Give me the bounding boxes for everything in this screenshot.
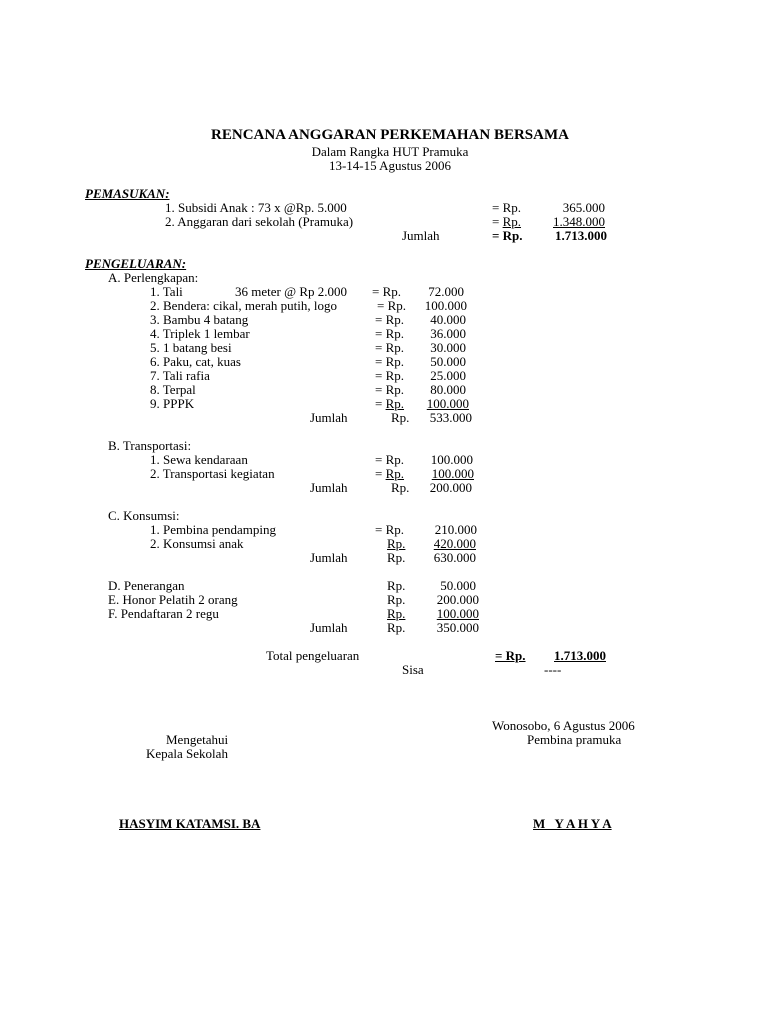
pemasukan-item-value: 365.000 <box>562 200 605 215</box>
perlengkapan-item-value: 36.000 <box>430 326 466 341</box>
perlengkapan-total-rp: Rp. <box>391 410 410 425</box>
perlengkapan-item-label: 6. Paku, cat, kuas <box>150 354 241 369</box>
transportasi-total-label: Jumlah <box>310 480 348 495</box>
perlengkapan-item-value: 50.000 <box>430 354 466 369</box>
transportasi-total-rp: Rp. <box>391 480 410 495</box>
signature-left-name: HASYIM KATAMSI. BA <box>119 816 261 831</box>
document-title: RENCANA ANGGARAN PERKEMAHAN BERSAMA <box>211 127 569 143</box>
grand-total-value: 1.713.000 <box>554 648 606 663</box>
perlengkapan-item-eq: = Rp. <box>375 312 405 327</box>
konsumsi-total-label: Jumlah <box>310 550 348 565</box>
konsumsi-item-value: 420.000 <box>433 536 476 551</box>
grand-total-label: Total pengeluaran <box>266 648 360 663</box>
perlengkapan-item-eq: = Rp. <box>375 382 405 397</box>
perlengkapan-item-value: 40.000 <box>430 312 466 327</box>
konsumsi-item-value: 210.000 <box>434 522 477 537</box>
document-subtitle: Dalam Rangka HUT Pramuka <box>311 144 469 159</box>
konsumsi-total-rp: Rp. <box>387 550 406 565</box>
perlengkapan-item-label: 1. Tali <box>150 284 183 299</box>
perlengkapan-item-eq: = Rp. <box>375 326 405 341</box>
signature-left-line2: Kepala Sekolah <box>146 746 228 761</box>
perlengkapan-item-detail: 36 meter @ Rp 2.000 <box>235 284 347 299</box>
konsumsi-total-value: 630.000 <box>433 550 476 565</box>
document-date: 13-14-15 Agustus 2006 <box>328 158 452 173</box>
pengeluaran-heading: PENGELUARAN: <box>85 256 187 271</box>
perlengkapan-item-value: 72.000 <box>428 284 464 299</box>
other-item-rp: Rp. <box>387 592 406 607</box>
pemasukan-total-eq: = Rp. <box>492 228 523 243</box>
perlengkapan-item-value: 80.000 <box>430 382 466 397</box>
perlengkapan-item-eq: = Rp. <box>377 298 407 313</box>
pemasukan-item-label: 2. Anggaran dari sekolah (Pramuka) <box>165 214 354 229</box>
signature-place-date: Wonosobo, 6 Agustus 2006 <box>492 718 635 733</box>
signature-right-role: Pembina pramuka <box>527 732 622 747</box>
perlengkapan-item-value: 100.000 <box>426 396 469 411</box>
transportasi-item-label: 1. Sewa kendaraan <box>150 452 248 467</box>
other-total-value: 350.000 <box>436 620 479 635</box>
section-b-heading: B. Transportasi: <box>108 438 192 453</box>
other-item-label: F. Pendaftaran 2 regu <box>108 606 219 621</box>
pemasukan-total-value: 1.713.000 <box>555 228 607 243</box>
perlengkapan-item-rp: Rp. <box>385 396 405 411</box>
perlengkapan-item-label: 4. Triplek 1 lembar <box>150 326 250 341</box>
konsumsi-item-label: 1. Pembina pendamping <box>150 522 277 537</box>
other-total-rp: Rp. <box>387 620 406 635</box>
pemasukan-item-eq: = Rp. <box>492 214 522 229</box>
perlengkapan-total-value: 533.000 <box>429 410 472 425</box>
other-total-label: Jumlah <box>310 620 348 635</box>
section-a-heading: A. Perlengkapan: <box>108 270 199 285</box>
transportasi-item-value: 100.000 <box>430 452 473 467</box>
other-item-label: E. Honor Pelatih 2 orang <box>108 592 238 607</box>
section-c-heading: C. Konsumsi: <box>108 508 180 523</box>
perlengkapan-item-value: 30.000 <box>430 340 466 355</box>
perlengkapan-item-label: 7. Tali rafia <box>150 368 210 383</box>
other-item-value: 200.000 <box>436 592 479 607</box>
konsumsi-item-label: 2. Konsumsi anak <box>150 536 244 551</box>
grand-total-eq: = Rp. <box>495 648 526 663</box>
perlengkapan-item-eq: = Rp. <box>375 396 405 411</box>
perlengkapan-item-value: 25.000 <box>430 368 466 383</box>
perlengkapan-item-label: 5. 1 batang besi <box>150 340 232 355</box>
signature-left-line1: Mengetahui <box>166 732 229 747</box>
transportasi-total-value: 200.000 <box>429 480 472 495</box>
perlengkapan-item-value: 100.000 <box>424 298 467 313</box>
perlengkapan-item-eq: = Rp. <box>375 340 405 355</box>
transportasi-item-rp: Rp. <box>385 466 405 481</box>
pemasukan-item-label: 1. Subsidi Anak : 73 x @Rp. 5.000 <box>165 200 347 215</box>
other-item-label: D. Penerangan <box>108 578 185 593</box>
pemasukan-item-value: 1.348.000 <box>553 214 605 229</box>
sisa-value: ---- <box>544 662 562 677</box>
signature-right-name: M Y A H Y A <box>533 816 612 831</box>
konsumsi-item-rp: Rp. <box>387 536 406 551</box>
sisa-label: Sisa <box>402 662 424 677</box>
perlengkapan-item-label: 3. Bambu 4 batang <box>150 312 249 327</box>
konsumsi-item-eq: = Rp. <box>375 522 405 537</box>
perlengkapan-item-eq: = Rp. <box>372 284 402 299</box>
transportasi-item-label: 2. Transportasi kegiatan <box>150 466 275 481</box>
transportasi-item-value: 100.000 <box>431 466 474 481</box>
other-item-rp: Rp. <box>387 606 406 621</box>
perlengkapan-item-label: 2. Bendera: cikal, merah putih, logo <box>150 298 338 313</box>
perlengkapan-item-eq: = Rp. <box>375 368 405 383</box>
transportasi-item-eq: = Rp. <box>375 466 405 481</box>
other-item-value: 50.000 <box>440 578 476 593</box>
perlengkapan-item-eq: = Rp. <box>375 354 405 369</box>
perlengkapan-item-label: 9. PPPK <box>150 396 195 411</box>
perlengkapan-item-label: 8. Terpal <box>150 382 196 397</box>
pemasukan-item-rp: Rp. <box>502 214 522 229</box>
pemasukan-item-eq: = Rp. <box>492 200 522 215</box>
pemasukan-heading: PEMASUKAN: <box>85 186 170 201</box>
perlengkapan-total-label: Jumlah <box>310 410 348 425</box>
transportasi-item-eq: = Rp. <box>375 452 405 467</box>
other-item-value: 100.000 <box>436 606 479 621</box>
other-item-rp: Rp. <box>387 578 406 593</box>
pemasukan-total-label: Jumlah <box>402 228 440 243</box>
